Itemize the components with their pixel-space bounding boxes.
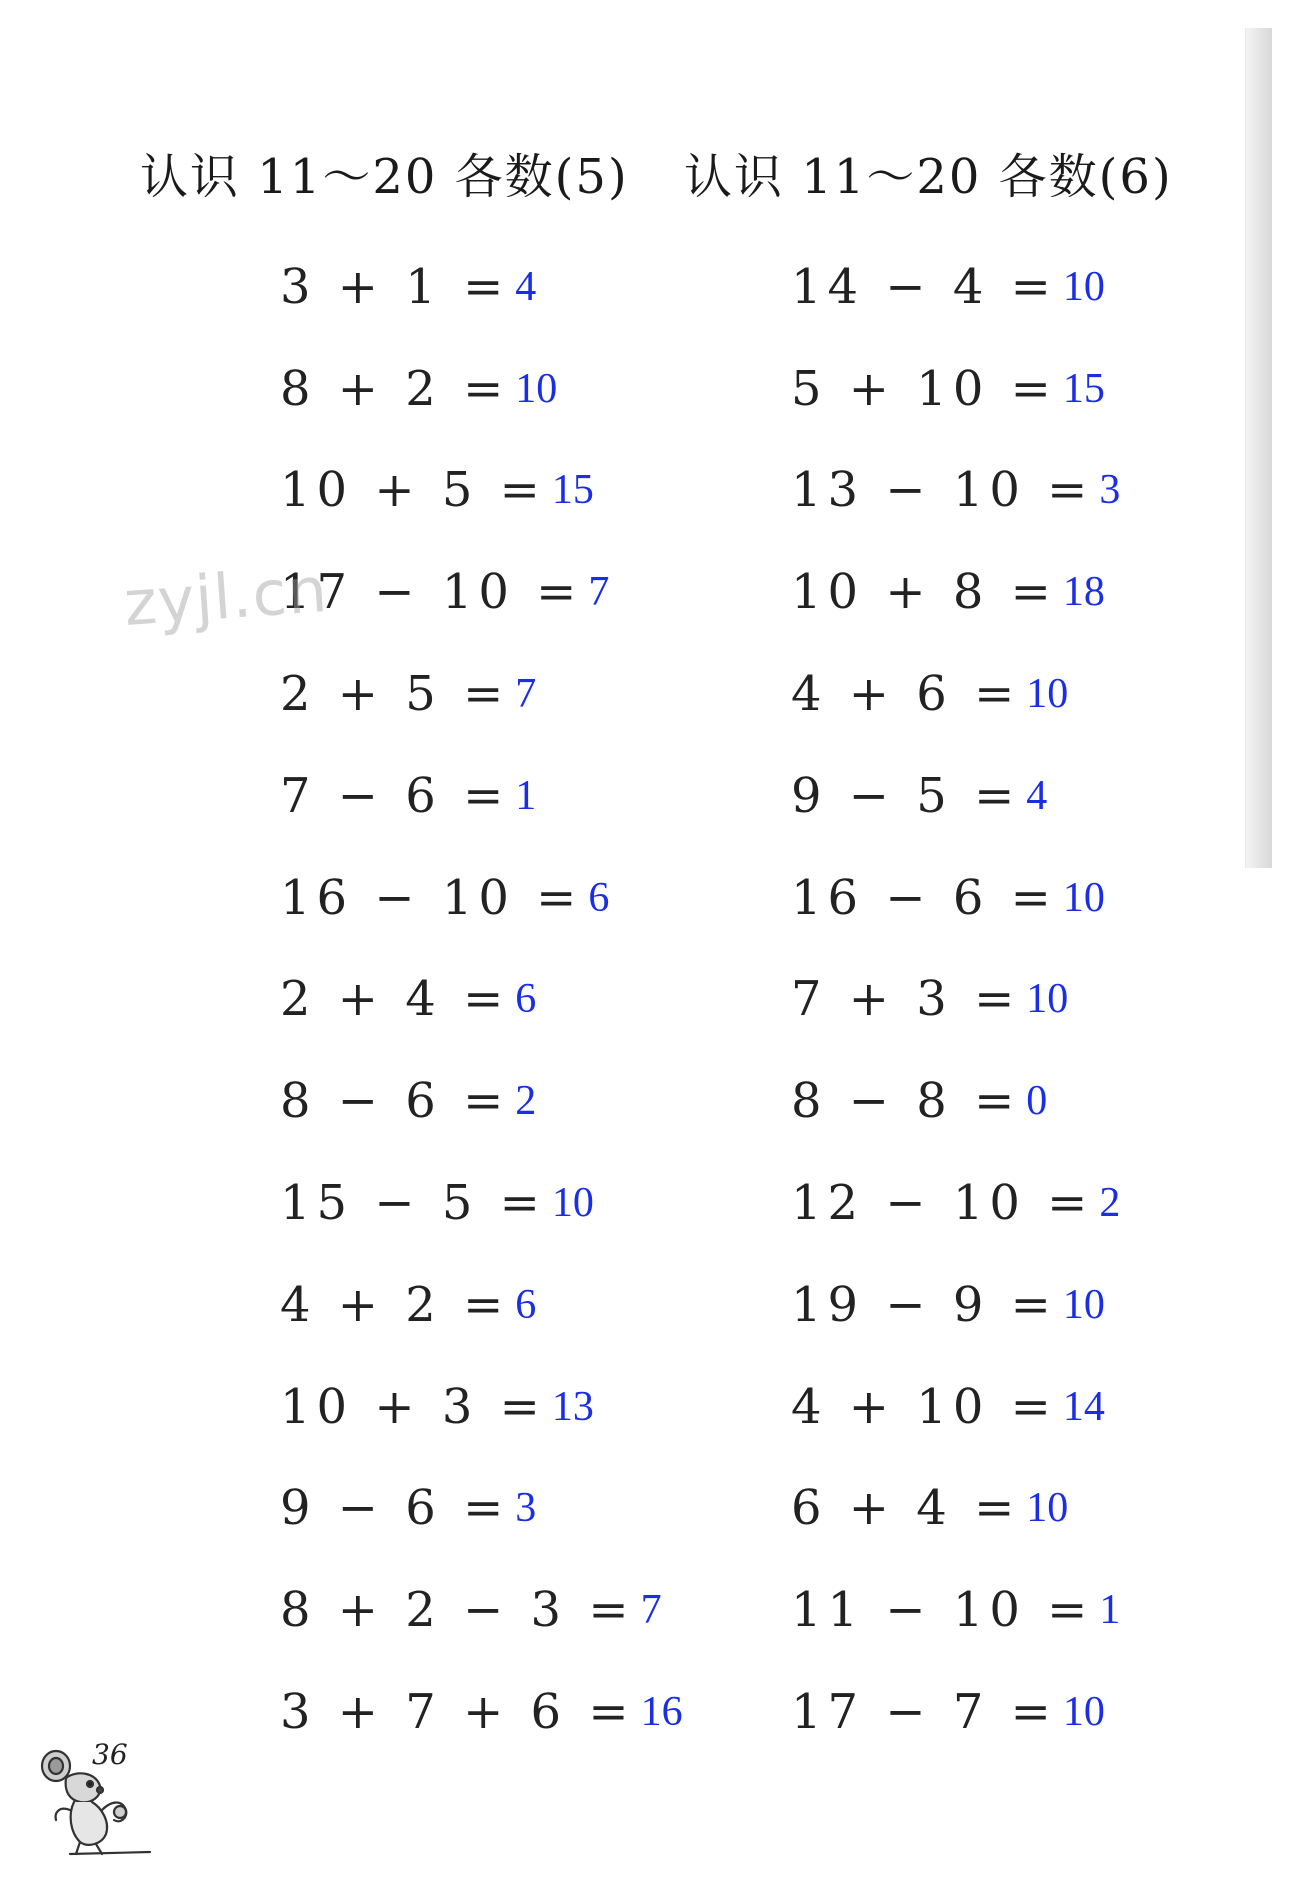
expression: 16 − 10 = xyxy=(280,869,583,926)
answer: 6 xyxy=(588,874,610,921)
expression: 3 + 1 = xyxy=(280,258,510,315)
answer: 7 xyxy=(588,569,610,616)
exercise-row xyxy=(280,541,683,643)
exercise-row xyxy=(280,440,683,542)
answer: 13 xyxy=(551,1383,594,1430)
section-headings xyxy=(0,138,1298,208)
answer: 10 xyxy=(1026,671,1069,718)
answer: 3 xyxy=(515,1485,537,1532)
answer: 4 xyxy=(515,263,537,310)
exercise-row xyxy=(791,541,1120,643)
heading-right: 认识 11～20 各数(6) xyxy=(684,149,1173,205)
expression: 8 − 6 = xyxy=(280,1073,510,1130)
expression: 12 − 10 = xyxy=(791,1175,1094,1232)
expression: 5 + 10 = xyxy=(791,360,1057,417)
expression: 4 + 2 = xyxy=(280,1276,510,1333)
expression: 16 − 6 = xyxy=(791,869,1057,926)
answer: 0 xyxy=(1026,1078,1048,1125)
exercise-row xyxy=(280,1458,683,1560)
exercise-row xyxy=(791,1356,1120,1458)
answer: 16 xyxy=(640,1689,683,1736)
answer: 18 xyxy=(1062,569,1105,616)
exercise-row xyxy=(791,949,1120,1051)
answer: 10 xyxy=(551,1180,594,1227)
expression: 13 − 10 = xyxy=(791,462,1094,519)
exercise-row xyxy=(791,745,1120,847)
expression: 2 + 5 = xyxy=(280,666,510,723)
exercise-row xyxy=(791,1458,1120,1560)
exercise-row xyxy=(791,1661,1120,1763)
watermark: zyjl.cn xyxy=(121,552,331,641)
expression: 17 − 7 = xyxy=(791,1684,1057,1741)
answer: 2 xyxy=(515,1078,537,1125)
exercise-row xyxy=(791,236,1120,338)
exercise-row xyxy=(791,643,1120,745)
right-exercise-column xyxy=(791,236,1120,1763)
exercise-row xyxy=(280,745,683,847)
heading-left: 认识 11～20 各数(5) xyxy=(140,149,629,205)
expression: 10 + 3 = xyxy=(280,1378,546,1435)
page-number: 36 xyxy=(92,1738,128,1771)
expression: 8 + 2 = xyxy=(280,360,510,417)
answer: 10 xyxy=(1062,1689,1105,1736)
exercise-row xyxy=(280,643,683,745)
answer: 6 xyxy=(515,1281,537,1328)
answer: 4 xyxy=(1026,772,1048,819)
answer: 10 xyxy=(1062,874,1105,921)
exercise-row xyxy=(791,440,1120,542)
expression: 11 − 10 = xyxy=(791,1582,1094,1639)
expression: 8 − 8 = xyxy=(791,1073,1021,1130)
exercise-row xyxy=(791,1559,1120,1661)
exercise-row xyxy=(791,338,1120,440)
exercise-row xyxy=(280,1152,683,1254)
expression: 4 + 6 = xyxy=(791,666,1021,723)
answer: 10 xyxy=(1062,1281,1105,1328)
answer: 15 xyxy=(551,467,594,514)
expression: 9 − 6 = xyxy=(280,1480,510,1537)
answer: 10 xyxy=(1026,1485,1069,1532)
exercise-row xyxy=(791,1152,1120,1254)
exercise-row xyxy=(791,847,1120,949)
expression: 10 + 8 = xyxy=(791,564,1057,621)
expression: 2 + 4 = xyxy=(280,971,510,1028)
expression: 15 − 5 = xyxy=(280,1175,546,1232)
exercise-row xyxy=(280,1050,683,1152)
expression: 3 + 7 + 6 = xyxy=(280,1684,635,1741)
left-exercise-column xyxy=(280,236,683,1763)
expression: 6 + 4 = xyxy=(791,1480,1021,1537)
expression: 14 − 4 = xyxy=(791,258,1057,315)
answer: 6 xyxy=(515,976,537,1023)
expression: 4 + 10 = xyxy=(791,1378,1057,1435)
answer: 10 xyxy=(515,365,558,412)
exercise-row xyxy=(280,1356,683,1458)
answer: 7 xyxy=(640,1587,662,1634)
exercise-row xyxy=(280,847,683,949)
answer: 3 xyxy=(1099,467,1121,514)
exercise-row xyxy=(280,1559,683,1661)
expression: 10 + 5 = xyxy=(280,462,546,519)
expression: 7 − 6 = xyxy=(280,767,510,824)
answer: 10 xyxy=(1062,263,1105,310)
exercise-row xyxy=(791,1254,1120,1356)
answer: 14 xyxy=(1062,1383,1105,1430)
exercise-row xyxy=(280,236,683,338)
exercise-row xyxy=(791,1050,1120,1152)
answer: 7 xyxy=(515,671,537,718)
answer: 1 xyxy=(1099,1587,1121,1634)
answer: 2 xyxy=(1099,1180,1121,1227)
answer: 15 xyxy=(1062,365,1105,412)
answer: 10 xyxy=(1026,976,1069,1023)
expression: 9 − 5 = xyxy=(791,767,1021,824)
expression: 8 + 2 − 3 = xyxy=(280,1582,635,1639)
expression: 17 − 10 = xyxy=(280,564,583,621)
exercise-row xyxy=(280,1254,683,1356)
exercise-row xyxy=(280,949,683,1051)
expression: 7 + 3 = xyxy=(791,971,1021,1028)
expression: 19 − 9 = xyxy=(791,1276,1057,1333)
answer: 1 xyxy=(515,772,537,819)
exercise-row xyxy=(280,1661,683,1763)
exercise-row xyxy=(280,338,683,440)
